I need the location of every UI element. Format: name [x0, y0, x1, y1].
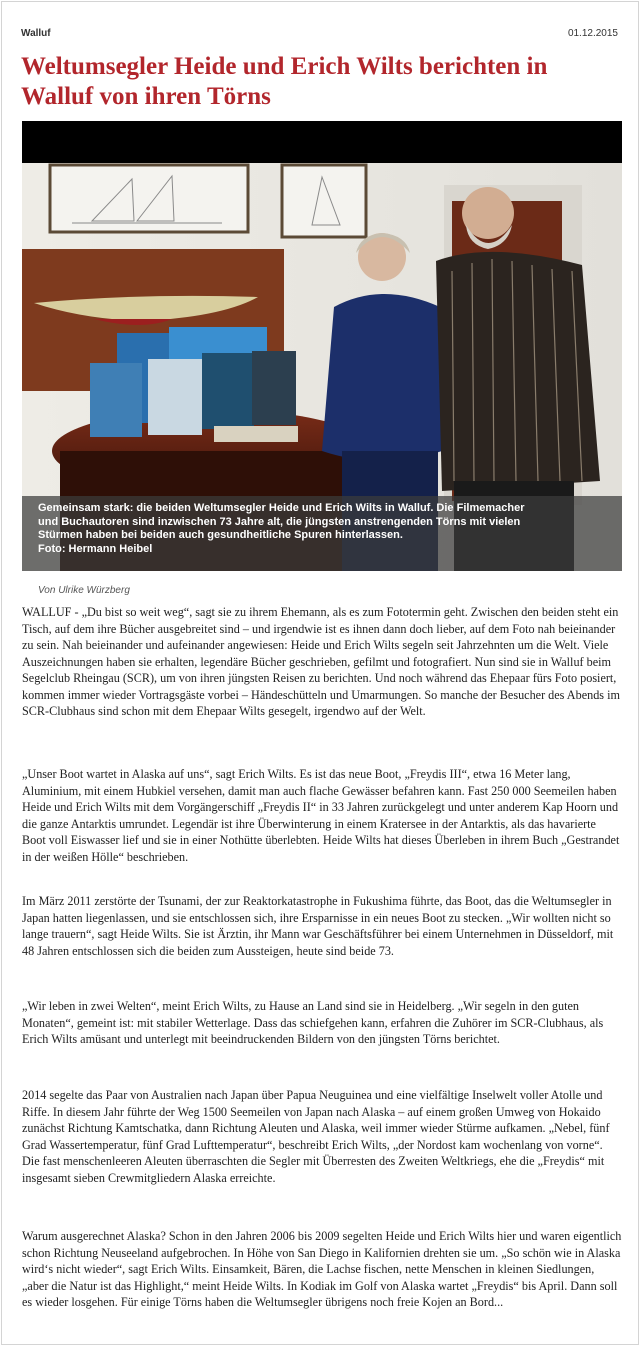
caption-line: und Buchautoren sind inzwischen 73 Jahre alt, die jüngsten anstrengenden Törns mit vielen [38, 515, 521, 528]
photo-credit: Foto: Hermann Heibel [38, 542, 153, 555]
section-label: Walluf [21, 28, 51, 39]
article-photo [22, 121, 622, 571]
article-paragraph: WALLUF - „Du bist so weit weg“, sagt sie zu ihrem Ehemann, als es zum Fototermin geht. Zwischen den beiden steht ein Tisch, auf dem ihre Bücher ausgebreitet sind – und irgendwie ist es ihnen dann doch lieber, auf dem Foto nah beieinander zu sein. Nah beieinander und aufeinander angewiesen: Heide und Erich Wilts segeln seit Jahrzehnten um die Welt. Viele Auszeichnungen haben sie erhalten, legendäre Bücher geschrieben, gefilmt und fotografiert. Nun sind sie in Walluf beim Segelclub Rheingau (SCR), um von ihren jüngsten Reisen zu berichten. Und noch während das Ehepaar fürs Foto posiert, kommen immer wieder Vortragsgäste vorbei – Händeschütteln und Umarmungen. So manche der Besucher des Abends im SCR-Clubhaus sind schon mit dem Ehepaar Wilts gesegelt, irgendwo auf der Welt. [22, 605, 620, 718]
caption-line: Gemeinsam stark: die beiden Weltumsegler Heide und Erich Wilts in Walluf. Die Filmemacher [38, 502, 525, 514]
article-paragraph: Warum ausgerechnet Alaska? Schon in den Jahren 2006 bis 2009 segelten Heide und Erich Wilts hier und waren eigentlich schon Richtung Neuseeland aufgebrochen. In Höhe von San Diego in Kalifornien drehten sie um. „So schön wie in Alaska wird‘s nicht wieder“, sagt Erich Wilts. Einsamkeit, Bären, die Lachse fischen, nette Menschen in kleinen Siedlungen, „aber die Natur ist das Highlight,“ meint Heide Wilts. In Kodiak im Golf von Alaska wartet „Freydis“ bis April. Dann soll es wieder losgehen. Für einige Törns haben die Weltumsegler übrigens noch freie Kojen an Bord... [22, 1229, 622, 1309]
publish-date: 01.12.2015 [567, 28, 618, 39]
caption-line: Stürmen haben bei beiden auch gesundheitliche Spuren hinterlassen. [38, 529, 403, 541]
article-paragraph: Im März 2011 zerstörte der Tsunami, der zur Reaktorkatastrophe in Fukushima führte, das Boot, das die Weltumsegler in Japan hatten liegenlassen, und sie entschlossen sich, ihre Ersparnisse in ein neues Boot zu stecken. „Wir wollten nicht so lange trauern“, sagt Heide Wilts. Sie ist Ärztin, ihr Mann war Geschäftsführer bei einem Unternehmen in Düsseldorf, mit 48 Jahren entschlossen sich die beiden zum Aussteigen, heute sind beide 73. [22, 894, 614, 958]
article-headline: Weltumsegler Heide und Erich Wilts berichten in Walluf von ihren Törns [21, 53, 548, 110]
article-page [1, 1, 639, 1345]
byline: Von Ulrike Würzberg [38, 585, 130, 596]
article-paragraph: „Wir leben in zwei Welten“, meint Erich Wilts, zu Hause an Land sind sie in Heidelberg. „Wir segeln in den guten Monaten“, gemeint ist: mit stabiler Wetterlage. Dass das schiefgehen kann, erfahren die Zuhörer im SCR-Clubhaus, als Erich Wilts amüsant und unterlegt mit beeindruckenden Bildern von den jüngsten Törns berichtet. [22, 999, 604, 1046]
article-paragraph: „Unser Boot wartet in Alaska auf uns“, sagt Erich Wilts. Es ist das neue Boot, „Freydis III“, etwa 16 Meter lang, Aluminium, mit einem Hubkiel versehen, damit man auch flache Gewässer befahren kann. Fast 250 000 Seemeilen haben Heide und Erich Wilts mit dem Vorgängerschiff „Freydis II“ in 33 Jahren zurückgelegt und unter anderem Kap Hoorn und die ganze Antarktis umrundet. Legendär ist ihre Überwinterung in einem Kratersee in der Antarktis, als das havarierte Boot voll Eiswasser lief und sie in einer Nothütte überlebten. Heide Wilts hat dieses Überleben in ihrem Buch „Gestrandet in der weißen Hölle“ beschrieben. [22, 767, 620, 864]
article-paragraph: 2014 segelte das Paar von Australien nach Japan über Papua Neuguinea und eine vielfältige Inselwelt voller Atolle und Riffe. In diesem Jahr führte der Weg 1500 Seemeilen von Japan nach Alaska – auf einem großen Umweg von Hokaido zunächst Richtung Kamtschatka, dann Richtung Aleuten und Alaska, weil immer wieder Stürme aufkamen. „Nebel, fünf Grad Wassertemperatur, fünf Grad Lufttemperatur“, beschreibt Erich Wilts, „der Nordost kam wochenlang von vorne“. Die fast menschenleeren Aleuten überraschten die Segler mit Überresten des Zweiten Weltkriegs, ehe die „Freydis“ mit insgesamt sieben Crewmitgliedern Alaska erreichte. [22, 1088, 610, 1185]
photo-caption [22, 496, 622, 571]
